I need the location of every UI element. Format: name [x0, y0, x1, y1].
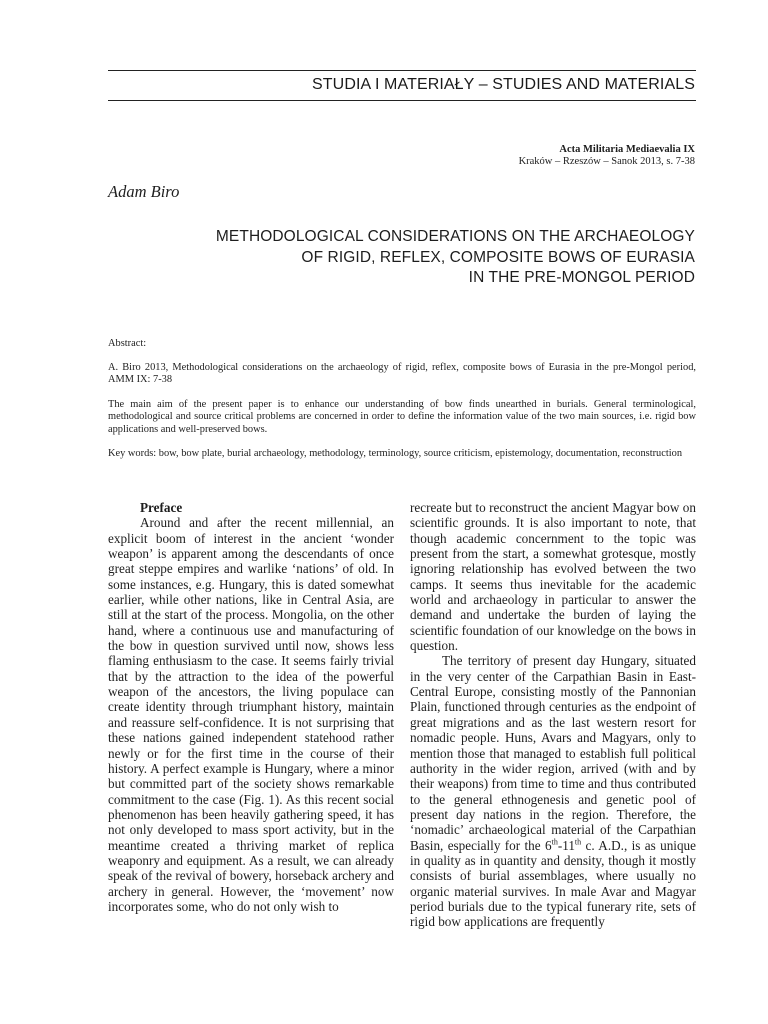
- superscript: th: [551, 837, 558, 847]
- journal-name: Acta Militaria Mediaevalia IX: [559, 144, 695, 155]
- abstract-summary: The main aim of the present paper is to enhance our understanding of bow finds unearthed in burials. General terminological, methodological and source critical problems are concerned in order to define the information value of the two main sources, i.e. rigid bow applications and well-preserved bows.: [108, 399, 696, 435]
- body-column-right: [410, 500, 696, 930]
- article-title-line: IN THE PRE-MONGOL PERIOD: [468, 269, 695, 286]
- journal-info: [519, 144, 695, 168]
- header-bottom-rule: [108, 100, 696, 101]
- abstract-label: Abstract:: [108, 338, 147, 349]
- journal-details: Kraków – Rzeszów – Sanok 2013, s. 7-38: [518, 156, 695, 167]
- body-paragraph: [410, 653, 696, 929]
- body-column-left: [108, 500, 394, 914]
- article-title-line: METHODOLOGICAL CONSIDERATIONS ON THE ARCHAEOLOGY: [215, 228, 695, 245]
- article-title: [95, 227, 695, 289]
- abstract-citation: A. Biro 2013, Methodological considerations on the archaeology of rigid, reflex, composite bows of Eurasia in the pre-Mongol period, AMM IX: 7-38: [108, 362, 696, 386]
- body-paragraph: recreate but to reconstruct the ancient Magyar bow on scientific grounds. It is also important to note, that though academic concernment to the topic was present from the start, a somewhat grotesque, mostly ignoring relationship has evolved between the two camps. It seems thus inevitable for the academic world and archaeology in particular to answer the demand and undertake the burden of laying the scientific foundation of our knowledge on the bows in question.: [410, 500, 696, 654]
- series-title: STUDIA I MATERIAŁY – STUDIES AND MATERIALS: [312, 76, 695, 93]
- body-paragraph: Around and after the recent millennial, an explicit boom of interest in the ancient ‘wonder weapon’ is apparent among the descendants of once great steppe empires and warlike ‘nations’ of old. In some instances, e.g. Hungary, this is dated somewhat earlier, while other nations, like in Central Asia, are still at the start of the process. Mongolia, on the other hand, where a continuous use and manufacturing of the bow in question survived until now, shows less flaming enthusiasm to the case. It seems fairly trivial that by the attraction to the idea of the powerful weapon of the ancestors, the living populace can create identity through triumphant history, maintain and reassure self-confidence. It is not surprising that these nations gained independent statehood rather newly or for the first time in the course of their history. A perfect example is Hungary, where a minor but committed part of the society shows remarkable commitment to the case (Fig. 1). As this recent social phenomenon has been heavily gathering speed, it has not only developed to mass sport activity, but in the meantime created a thriving market of replica weaponry and equipment. As a result, we can already speak of the revival of bowery, horseback archery and archery in general. However, the ‘movement’ now incorporates some, who do not only wish to: [108, 515, 394, 914]
- body-text: -11: [557, 837, 575, 853]
- superscript: th: [574, 837, 582, 847]
- body-text: c. A.D., is as unique in quality as in quantity and density, though it mostly consists of burial assemblages, where usually no organic material survives. In male Avar and Magyar period burials due to the typical funerary rite, sets of rigid bow applications are frequently: [410, 837, 696, 930]
- header-top-rule: [108, 70, 696, 71]
- author-name: Adam Biro: [108, 182, 180, 201]
- body-text: The territory of present day Hungary, situated in the very center of the Carpathian Basin in East-Central Europe, consisting mostly of the Pannonian Plain, functioned through centuries as the endpoint of great migrations and as the last western resort for nomadic people. Huns, Avars and Magyars, only to mention those that managed to establish full political authority in the wider region, arrived (with and by their weapons) from time to time and thus contributed to the general ethnogenesis and genetic pool of present day nations in the region. Therefore, the ‘nomadic’ archaeological material of the Carpathian Basin, especially for the 6: [410, 653, 696, 853]
- article-title-line: OF RIGID, REFLEX, COMPOSITE BOWS OF EURASIA: [301, 248, 695, 266]
- abstract-keywords: Key words: bow, bow plate, burial archaeology, methodology, terminology, source criticism, epistemology, documentation, reconstruction: [108, 448, 683, 459]
- section-heading: Preface: [140, 500, 183, 515]
